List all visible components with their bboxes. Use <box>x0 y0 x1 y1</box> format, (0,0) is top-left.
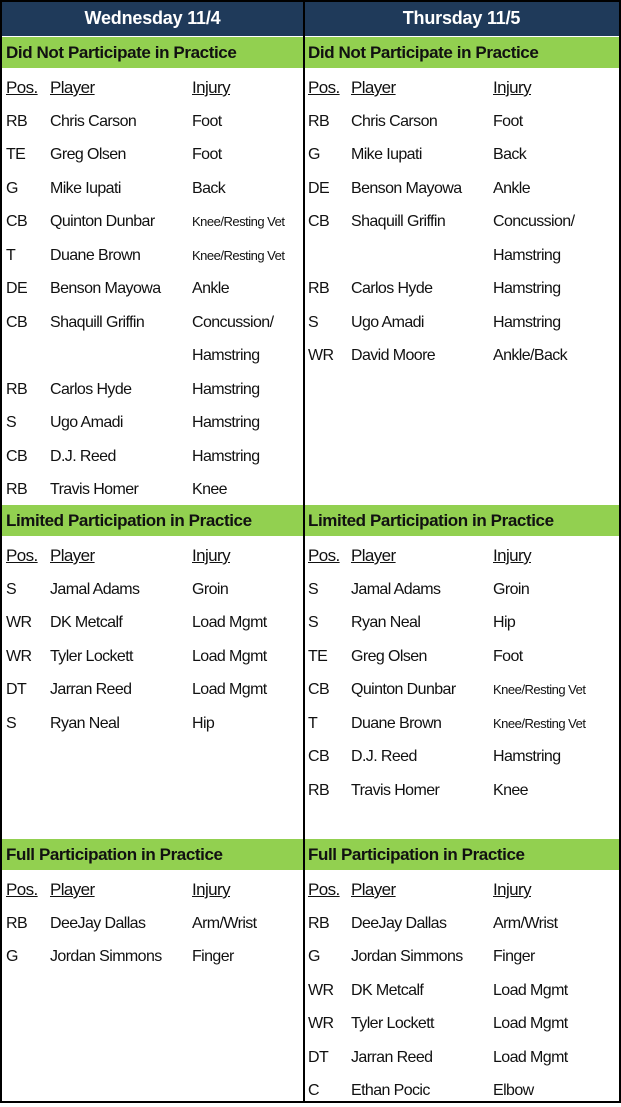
header-player: Player <box>50 880 95 899</box>
cell-injury: Load Mgmt <box>192 614 267 631</box>
cell-player: Tyler Lockett <box>351 1015 434 1032</box>
header-player: Player <box>351 78 396 97</box>
section-title: Full Participation in Practice <box>1 839 304 870</box>
table-row <box>1 606 304 639</box>
cell-player: Ugo Amadi <box>50 414 123 431</box>
cell-player: Ryan Neal <box>50 714 120 732</box>
cell-position: DT <box>308 1048 329 1066</box>
header-player: Player <box>351 880 396 899</box>
table-row <box>1 373 304 406</box>
table-row <box>1 272 304 305</box>
header-player: Player <box>50 546 95 565</box>
cell-position: T <box>308 714 318 732</box>
table-row <box>303 1074 620 1107</box>
table-row <box>1 172 304 205</box>
table-row <box>303 306 620 339</box>
header-pos: Pos. <box>6 546 38 565</box>
table-row <box>303 707 620 740</box>
cell-position: S <box>308 313 319 331</box>
cell-injury: Hamstring <box>493 748 561 765</box>
cell-position: S <box>6 714 17 732</box>
table-row <box>303 205 620 238</box>
cell-player: Benson Mayowa <box>50 280 161 297</box>
cell-injury: Ankle <box>493 179 531 197</box>
cell-position: S <box>6 580 17 598</box>
header-player: Player <box>351 546 396 565</box>
cell-injury: Load Mgmt <box>493 1048 568 1066</box>
cell-player: DK Metcalf <box>50 614 123 631</box>
cell-injury: Arm/Wrist <box>493 914 558 932</box>
cell-player: David Moore <box>351 347 436 364</box>
cell-injury: Hamstring <box>493 280 561 297</box>
cell-injury: Back <box>493 146 527 163</box>
cell-position: S <box>308 614 319 631</box>
cell-position: RB <box>308 781 330 799</box>
table-row <box>1 339 304 372</box>
cell-position: RB <box>6 481 28 498</box>
cell-player: Quinton Dunbar <box>351 681 456 698</box>
cell-player: Greg Olsen <box>351 647 427 665</box>
cell-player: Jarran Reed <box>351 1048 433 1066</box>
cell-player: Tyler Lockett <box>50 647 133 665</box>
cell-player: Jarran Reed <box>50 681 132 698</box>
cell-position: G <box>6 948 18 965</box>
table-row <box>303 272 620 305</box>
cell-position: WR <box>308 981 334 999</box>
cell-injury: Finger <box>493 948 535 965</box>
cell-player: Carlos Hyde <box>50 380 132 398</box>
cell-player: Shaquill Griffin <box>351 213 446 230</box>
table-row <box>303 774 620 807</box>
day-header: Wednesday 11/4 <box>1 0 304 36</box>
table-row <box>303 940 620 973</box>
cell-player: D.J. Reed <box>351 748 417 765</box>
table-row <box>1 105 304 138</box>
header-injury: Injury <box>192 546 230 565</box>
cell-player: Travis Homer <box>351 781 440 799</box>
cell-position: WR <box>6 647 32 665</box>
cell-position: CB <box>6 213 28 230</box>
cell-position: CB <box>6 313 28 331</box>
cell-position: C <box>308 1082 319 1099</box>
cell-position: RB <box>308 112 330 130</box>
cell-position: RB <box>6 914 28 932</box>
section-title: Limited Participation in Practice <box>1 505 304 536</box>
table-row <box>1 138 304 171</box>
table-row <box>303 1007 620 1040</box>
cell-injury: Finger <box>192 948 234 965</box>
cell-injury: Foot <box>192 112 222 130</box>
table-row <box>303 606 620 639</box>
table-row <box>303 573 620 606</box>
table-row <box>303 339 620 372</box>
section-title: Did Not Participate in Practice <box>1 37 304 68</box>
table-row <box>1 473 304 506</box>
cell-position: DE <box>308 179 330 197</box>
cell-player: Carlos Hyde <box>351 280 433 297</box>
column-thursday <box>303 0 620 1102</box>
cell-player: DeeJay Dallas <box>351 914 447 932</box>
cell-player: Benson Mayowa <box>351 179 462 197</box>
header-pos: Pos. <box>308 546 340 565</box>
section-title: Did Not Participate in Practice <box>303 37 620 68</box>
cell-injury: Groin <box>192 580 229 598</box>
table-row <box>1 205 304 238</box>
cell-player: Chris Carson <box>351 112 438 130</box>
header-pos: Pos. <box>6 880 38 899</box>
header-pos: Pos. <box>308 78 340 97</box>
cell-position: CB <box>308 213 330 230</box>
table-row <box>303 138 620 171</box>
cell-position: CB <box>6 447 28 465</box>
cell-injury: Ankle <box>192 280 230 297</box>
cell-position: DE <box>6 280 28 297</box>
cell-injury: Knee/Resting Vet <box>192 214 285 229</box>
cell-player: Jordan Simmons <box>351 948 463 965</box>
cell-injury: Back <box>192 179 226 197</box>
cell-injury: Hamstring <box>493 246 561 264</box>
header-pos: Pos. <box>308 880 340 899</box>
column-header-row <box>1 71 304 104</box>
cell-position: G <box>308 948 320 965</box>
cell-position: WR <box>6 614 32 631</box>
cell-injury: Arm/Wrist <box>192 914 257 932</box>
table-row <box>1 406 304 439</box>
cell-position: T <box>6 246 16 264</box>
cell-injury: Concussion/ <box>192 313 274 331</box>
cell-position: S <box>308 580 319 598</box>
section-title: Limited Participation in Practice <box>303 505 620 536</box>
cell-position: G <box>6 179 18 197</box>
cell-position: WR <box>308 347 334 364</box>
cell-injury: Load Mgmt <box>493 1015 568 1032</box>
cell-player: Duane Brown <box>351 714 442 732</box>
column-header-row <box>303 873 620 906</box>
cell-player: Duane Brown <box>50 246 141 264</box>
cell-injury: Load Mgmt <box>493 981 568 999</box>
cell-injury: Hamstring <box>192 380 260 398</box>
cell-player: Jamal Adams <box>351 580 441 598</box>
cell-position: RB <box>6 112 28 130</box>
cell-position: DT <box>6 681 27 698</box>
cell-player: Jordan Simmons <box>50 948 162 965</box>
cell-injury: Groin <box>493 580 530 598</box>
table-row <box>1 907 304 940</box>
table-row <box>303 105 620 138</box>
cell-player: Quinton Dunbar <box>50 213 155 230</box>
cell-player: DeeJay Dallas <box>50 914 146 932</box>
table-row <box>1 640 304 673</box>
cell-position: RB <box>6 380 28 398</box>
cell-injury: Foot <box>493 647 523 665</box>
cell-player: Travis Homer <box>50 481 139 498</box>
column-header-row <box>303 71 620 104</box>
cell-injury: Elbow <box>493 1082 534 1099</box>
table-row <box>1 239 304 272</box>
cell-injury: Foot <box>493 112 523 130</box>
day-header: Thursday 11/5 <box>303 0 620 36</box>
cell-injury: Knee <box>192 481 227 498</box>
column-header-row <box>1 539 304 572</box>
cell-injury: Hamstring <box>192 447 260 465</box>
cell-player: Ethan Pocic <box>351 1082 430 1099</box>
table-row <box>303 974 620 1007</box>
cell-player: Mike Iupati <box>50 179 121 197</box>
cell-injury: Hamstring <box>192 347 260 364</box>
table-row <box>303 239 620 272</box>
column-divider <box>303 0 305 1103</box>
table-row <box>1 707 304 740</box>
cell-player: Mike Iupati <box>351 146 422 163</box>
table-row <box>1 440 304 473</box>
cell-injury: Knee/Resting Vet <box>493 715 586 731</box>
cell-injury: Foot <box>192 146 222 163</box>
cell-position: G <box>308 146 320 163</box>
cell-position: S <box>6 414 17 431</box>
header-injury: Injury <box>192 880 230 899</box>
column-header-row <box>1 873 304 906</box>
table-row <box>1 673 304 706</box>
cell-position: WR <box>308 1015 334 1032</box>
column-header-row <box>303 539 620 572</box>
cell-injury: Hip <box>493 614 516 631</box>
cell-injury: Hamstring <box>493 313 561 331</box>
table-row <box>303 673 620 706</box>
cell-injury: Concussion/ <box>493 213 575 230</box>
cell-position: TE <box>308 647 328 665</box>
table-row <box>303 1041 620 1074</box>
cell-player: Shaquill Griffin <box>50 313 145 331</box>
cell-player: Ryan Neal <box>351 614 421 631</box>
cell-position: CB <box>308 681 330 698</box>
table-row <box>1 573 304 606</box>
table-row <box>303 740 620 773</box>
cell-player: DK Metcalf <box>351 981 424 999</box>
cell-injury: Ankle/Back <box>493 347 568 364</box>
table-row <box>303 640 620 673</box>
header-player: Player <box>50 78 95 97</box>
header-injury: Injury <box>192 78 230 97</box>
table-row <box>1 306 304 339</box>
cell-player: Ugo Amadi <box>351 313 424 331</box>
cell-position: CB <box>308 748 330 765</box>
cell-player: D.J. Reed <box>50 447 116 465</box>
cell-injury: Knee <box>493 781 528 799</box>
cell-injury: Load Mgmt <box>192 681 267 698</box>
table-row <box>1 940 304 973</box>
header-injury: Injury <box>493 78 531 97</box>
cell-injury: Knee/Resting Vet <box>493 682 586 697</box>
cell-position: RB <box>308 914 330 932</box>
cell-injury: Hamstring <box>192 414 260 431</box>
cell-injury: Knee/Resting Vet <box>192 247 285 263</box>
table-row <box>303 907 620 940</box>
section-title: Full Participation in Practice <box>303 839 620 870</box>
cell-injury: Hip <box>192 714 215 732</box>
header-pos: Pos. <box>6 78 38 97</box>
cell-player: Chris Carson <box>50 112 137 130</box>
header-injury: Injury <box>493 880 531 899</box>
column-wednesday <box>1 0 304 1102</box>
header-injury: Injury <box>493 546 531 565</box>
cell-position: RB <box>308 280 330 297</box>
cell-player: Jamal Adams <box>50 580 140 598</box>
table-row <box>303 172 620 205</box>
cell-injury: Load Mgmt <box>192 647 267 665</box>
cell-player: Greg Olsen <box>50 146 126 163</box>
cell-position: TE <box>6 146 26 163</box>
